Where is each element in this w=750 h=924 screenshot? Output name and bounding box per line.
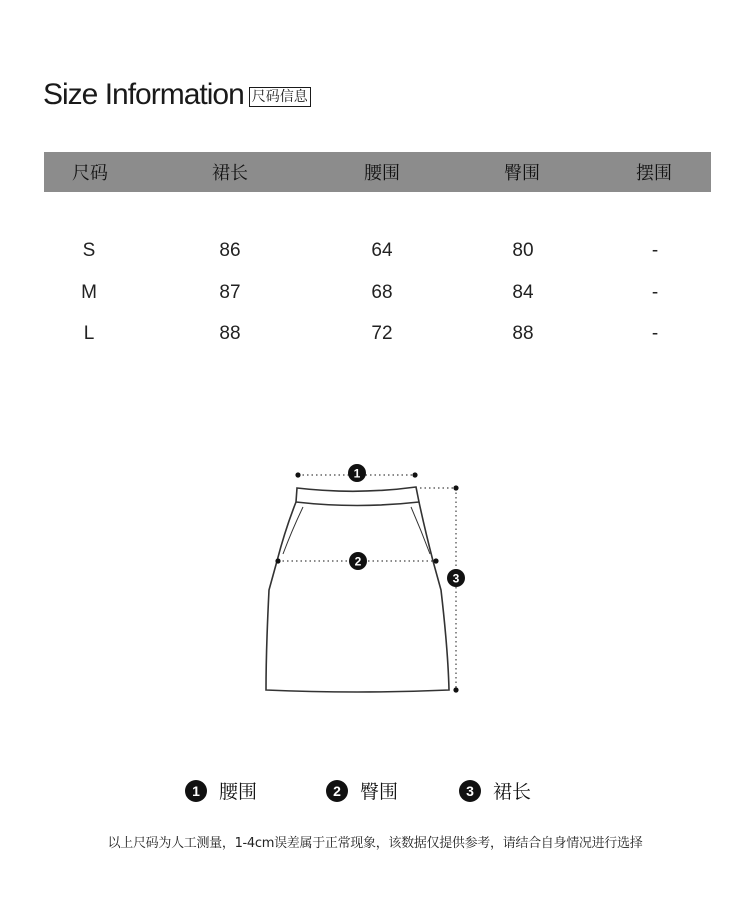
marker-3-label: 3 xyxy=(452,571,460,586)
cell-hip: 88 xyxy=(512,323,534,344)
page-title xyxy=(43,78,311,112)
cell-size: L xyxy=(83,323,95,344)
legend-num-1: 1 xyxy=(185,780,207,802)
waist-dot-left xyxy=(295,472,300,477)
hip-dot-right xyxy=(433,558,438,563)
header-hem: 摆围 xyxy=(636,163,672,184)
cell-hem: - xyxy=(651,282,659,303)
cell-length: 86 xyxy=(219,240,241,261)
cell-size: M xyxy=(81,282,97,303)
cell-length: 88 xyxy=(219,323,241,344)
title-main: Size Information xyxy=(43,78,244,111)
cell-hem: - xyxy=(651,323,659,344)
marker-2-label: 2 xyxy=(354,554,362,569)
legend-num-3: 3 xyxy=(459,780,481,802)
table-row xyxy=(0,240,750,270)
cell-hem: - xyxy=(651,240,659,261)
legend-num-2: 2 xyxy=(326,780,348,802)
skirt-diagram xyxy=(0,450,750,710)
table-row xyxy=(0,323,750,353)
hip-dot-left xyxy=(275,558,280,563)
legend-label-waist: 腰围 xyxy=(219,781,258,803)
cell-waist: 64 xyxy=(371,240,393,261)
header-length: 裙长 xyxy=(212,163,248,184)
legend-item-hip xyxy=(326,777,398,804)
header-hip: 臀围 xyxy=(504,163,540,184)
header-size: 尺码 xyxy=(72,163,108,184)
size-table-header xyxy=(44,152,711,192)
measurement-legend xyxy=(0,777,750,807)
cell-size: S xyxy=(82,240,96,261)
legend-label-length: 裙长 xyxy=(493,781,532,803)
length-dimension xyxy=(420,488,456,690)
legend-item-length xyxy=(459,777,531,804)
length-dot-top xyxy=(453,485,458,490)
cell-length: 87 xyxy=(219,282,241,303)
header-waist: 腰围 xyxy=(364,163,400,184)
cell-waist: 72 xyxy=(371,323,393,344)
skirt-outline xyxy=(266,487,449,692)
waist-dot-right xyxy=(412,472,417,477)
measurement-note: 以上尺码为人工测量，1-4cm误差属于正常现象，该数据仅提供参考，请结合自身情况进行选择 xyxy=(107,836,643,851)
marker-1-label: 1 xyxy=(353,466,361,481)
title-sub: 尺码信息 xyxy=(249,87,311,107)
table-row xyxy=(0,282,750,312)
cell-hip: 84 xyxy=(512,282,534,303)
length-dot-bottom xyxy=(453,687,458,692)
legend-label-hip: 臀围 xyxy=(360,781,399,803)
legend-item-waist xyxy=(185,777,257,804)
cell-waist: 68 xyxy=(371,282,393,303)
cell-hip: 80 xyxy=(512,240,534,261)
